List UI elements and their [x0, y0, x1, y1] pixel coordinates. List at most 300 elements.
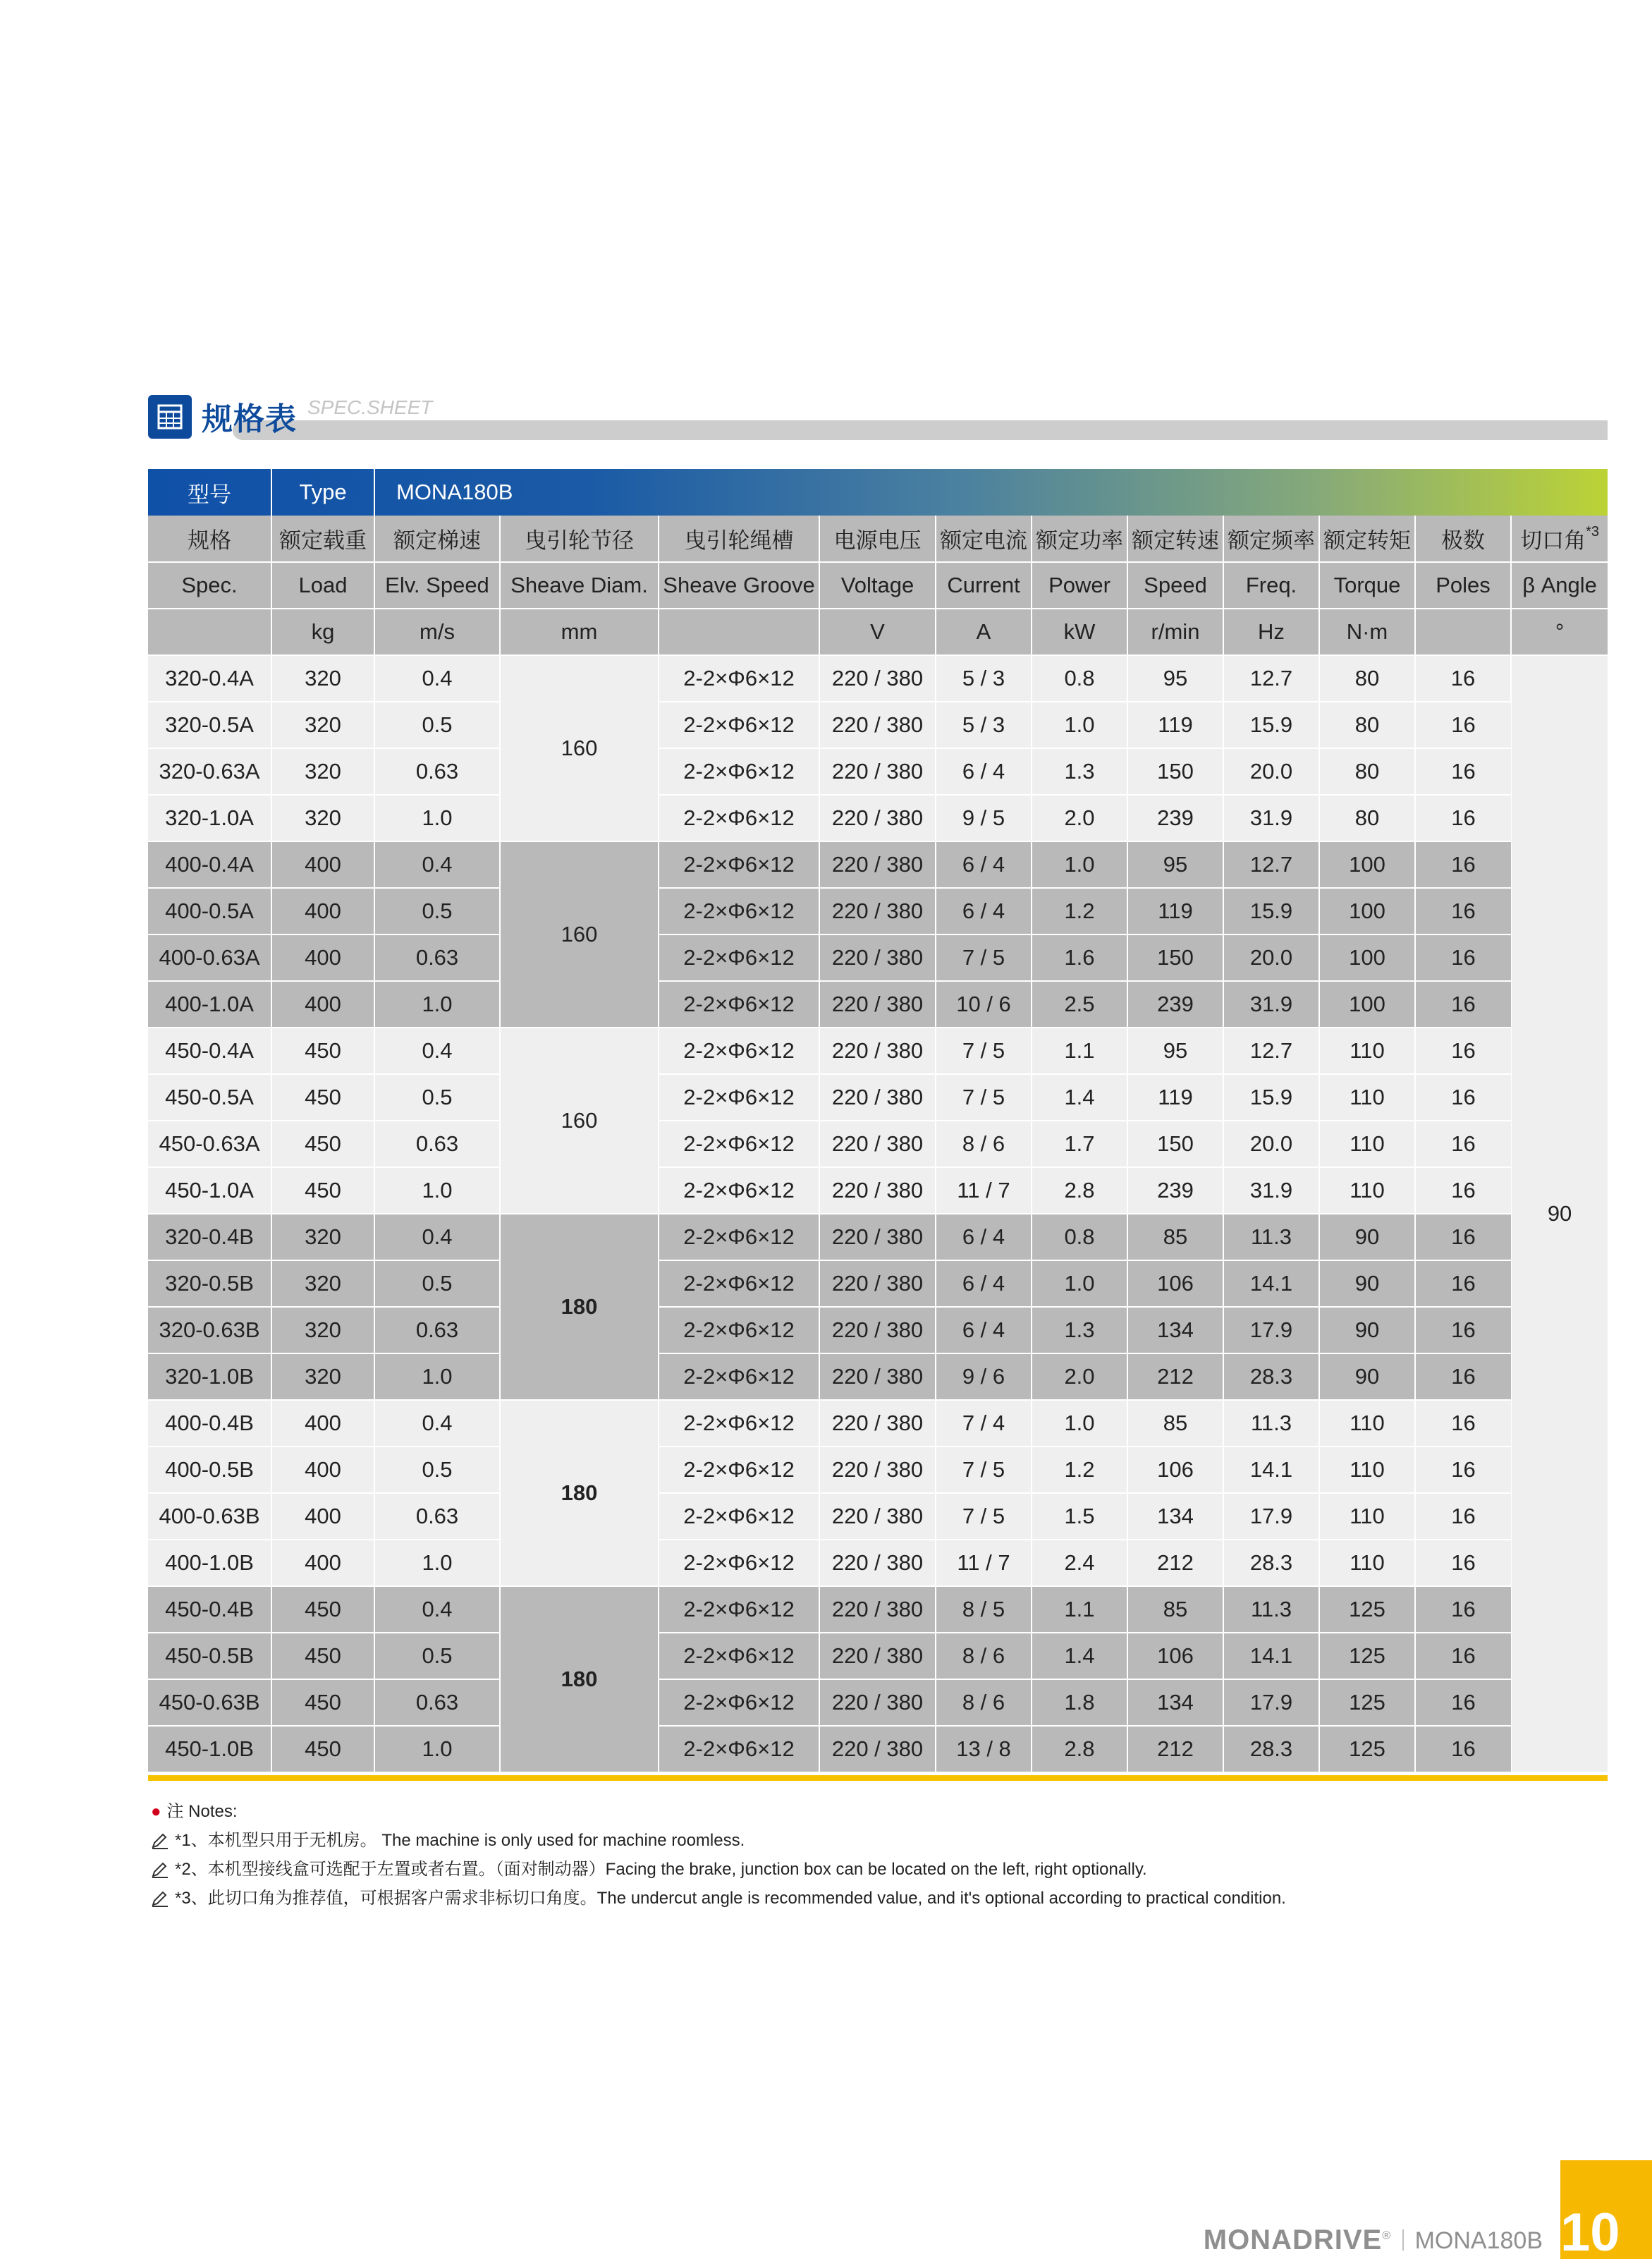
cell-voltage: 220 / 380 — [819, 795, 936, 841]
cell-current: 7 / 5 — [936, 934, 1032, 981]
cell-voltage: 220 / 380 — [819, 981, 936, 1028]
cell-power: 1.0 — [1032, 1260, 1127, 1307]
unit-sheave-diam: mm — [500, 609, 659, 655]
cell-rpm: 119 — [1127, 888, 1223, 934]
cell-speed: 1.0 — [374, 1353, 500, 1400]
cell-speed: 0.63 — [374, 1493, 500, 1540]
cell-power: 2.5 — [1032, 981, 1127, 1028]
cell-current: 6 / 4 — [936, 1260, 1032, 1307]
cell-voltage: 220 / 380 — [819, 1679, 936, 1726]
registered-mark: ® — [1382, 2229, 1391, 2242]
table-row — [148, 1540, 1608, 1586]
cell-rpm: 212 — [1127, 1540, 1223, 1586]
cell-rpm: 106 — [1127, 1260, 1223, 1307]
cell-current: 10 / 6 — [936, 981, 1032, 1028]
table-bottom-rule — [148, 1775, 1608, 1781]
cell-sheave-groove: 2-2×Φ6×12 — [659, 1540, 819, 1586]
header-cn-speed: 额定梯速 — [374, 516, 500, 562]
cell-poles: 16 — [1415, 1028, 1511, 1074]
cell-poles: 16 — [1415, 1121, 1511, 1167]
cell-power: 2.4 — [1032, 1540, 1127, 1586]
cell-sheave-groove: 2-2×Φ6×12 — [659, 1679, 819, 1726]
cell-current: 13 / 8 — [936, 1726, 1032, 1772]
table-row — [148, 1679, 1608, 1726]
notes-title: 注 Notes: — [166, 1802, 238, 1821]
cell-current: 8 / 6 — [936, 1121, 1032, 1167]
cell-speed: 0.63 — [374, 1679, 500, 1726]
cell-current: 11 / 7 — [936, 1167, 1032, 1214]
unit-spec — [148, 609, 271, 655]
unit-angle: ° — [1511, 609, 1608, 655]
cell-rpm: 85 — [1127, 1214, 1223, 1260]
cell-poles: 16 — [1415, 981, 1511, 1028]
cell-spec: 450-0.63B — [148, 1679, 271, 1726]
cell-voltage: 220 / 380 — [819, 1633, 936, 1679]
cell-freq: 20.0 — [1223, 748, 1319, 795]
cell-current: 11 / 7 — [936, 1540, 1032, 1586]
cell-rpm: 134 — [1127, 1307, 1223, 1353]
cell-sheave-groove: 2-2×Φ6×12 — [659, 702, 819, 748]
table-row — [148, 655, 1608, 702]
cell-spec: 320-0.5A — [148, 702, 271, 748]
model-value: MONA180B — [396, 480, 513, 504]
cell-load: 400 — [271, 934, 374, 981]
table-row — [148, 934, 1608, 981]
page-number: 10 — [1560, 2203, 1620, 2259]
cell-rpm: 150 — [1127, 748, 1223, 795]
cell-freq: 17.9 — [1223, 1307, 1319, 1353]
cell-spec: 450-0.4A — [148, 1028, 271, 1074]
cell-sheave-groove: 2-2×Φ6×12 — [659, 1447, 819, 1493]
cell-speed: 0.63 — [374, 1121, 500, 1167]
unit-speed: m/s — [374, 609, 500, 655]
header-cn-sheave-groove: 曳引轮绳槽 — [659, 516, 819, 562]
header-en-rpm: Speed — [1127, 562, 1223, 609]
cell-freq: 14.1 — [1223, 1633, 1319, 1679]
cell-poles: 16 — [1415, 1540, 1511, 1586]
cell-voltage: 220 / 380 — [819, 934, 936, 981]
note-item — [151, 1855, 1286, 1884]
cell-sheave-groove: 2-2×Φ6×12 — [659, 1633, 819, 1679]
notes-title-line — [151, 1797, 1286, 1826]
cell-current: 8 / 5 — [936, 1586, 1032, 1633]
cell-freq: 12.7 — [1223, 1028, 1319, 1074]
cell-freq: 11.3 — [1223, 1586, 1319, 1633]
cell-torque: 110 — [1319, 1400, 1415, 1447]
cell-load: 450 — [271, 1121, 374, 1167]
unit-torque: N·m — [1319, 609, 1415, 655]
cell-load: 450 — [271, 1028, 374, 1074]
cell-poles: 16 — [1415, 841, 1511, 888]
cell-spec: 320-0.63B — [148, 1307, 271, 1353]
table-row — [148, 1400, 1608, 1447]
cell-poles: 16 — [1415, 1633, 1511, 1679]
cell-power: 1.3 — [1032, 1307, 1127, 1353]
cell-freq: 14.1 — [1223, 1447, 1319, 1493]
model-label-cn: 型号 — [148, 469, 271, 516]
header-cn-load: 额定载重 — [271, 516, 374, 562]
cell-sheave-diam: 160 — [500, 655, 659, 841]
cell-spec: 400-1.0A — [148, 981, 271, 1028]
cell-spec: 400-0.5A — [148, 888, 271, 934]
cell-poles: 16 — [1415, 1167, 1511, 1214]
cell-speed: 0.4 — [374, 1214, 500, 1260]
header-row-cn — [148, 516, 1608, 562]
cell-power: 1.0 — [1032, 841, 1127, 888]
cell-torque: 100 — [1319, 981, 1415, 1028]
unit-freq: Hz — [1223, 609, 1319, 655]
cell-voltage: 220 / 380 — [819, 1447, 936, 1493]
cell-load: 400 — [271, 1447, 374, 1493]
cell-freq: 15.9 — [1223, 1074, 1319, 1121]
header-en-angle: β Angle — [1511, 562, 1608, 609]
cell-sheave-groove: 2-2×Φ6×12 — [659, 934, 819, 981]
header-cn-torque: 额定转矩 — [1319, 516, 1415, 562]
note-text-1: *1、本机型只用于无机房。 The machine is only used for machine roomless. — [175, 1831, 745, 1850]
table-row — [148, 1726, 1608, 1772]
cell-load: 400 — [271, 981, 374, 1028]
header-row-units — [148, 609, 1608, 655]
cell-rpm: 106 — [1127, 1633, 1223, 1679]
cell-load: 320 — [271, 1353, 374, 1400]
cell-power: 0.8 — [1032, 1214, 1127, 1260]
pencil-icon — [151, 1891, 169, 1908]
cell-load: 450 — [271, 1726, 374, 1772]
cell-poles: 16 — [1415, 1586, 1511, 1633]
cell-current: 6 / 4 — [936, 1307, 1032, 1353]
table-row — [148, 888, 1608, 934]
model-row — [148, 469, 1608, 516]
section-title: 规格表 — [202, 401, 297, 437]
cell-spec: 320-1.0A — [148, 795, 271, 841]
cell-voltage: 220 / 380 — [819, 1586, 936, 1633]
cell-voltage: 220 / 380 — [819, 1353, 936, 1400]
header-en-voltage: Voltage — [819, 562, 936, 609]
cell-sheave-groove: 2-2×Φ6×12 — [659, 1353, 819, 1400]
note-item — [151, 1884, 1286, 1913]
cell-torque: 110 — [1319, 1028, 1415, 1074]
cell-power: 1.7 — [1032, 1121, 1127, 1167]
cell-power: 1.1 — [1032, 1586, 1127, 1633]
table-row — [148, 1447, 1608, 1493]
cell-sheave-groove: 2-2×Φ6×12 — [659, 981, 819, 1028]
cell-sheave-diam: 160 — [500, 1028, 659, 1214]
cell-voltage: 220 / 380 — [819, 1167, 936, 1214]
cell-torque: 110 — [1319, 1121, 1415, 1167]
cell-freq: 15.9 — [1223, 702, 1319, 748]
cell-spec: 400-0.4A — [148, 841, 271, 888]
cell-power: 1.8 — [1032, 1679, 1127, 1726]
footer-model: MONA180B — [1414, 2227, 1543, 2254]
cell-voltage: 220 / 380 — [819, 1493, 936, 1540]
header-cn-sheave-diam: 曳引轮节径 — [500, 516, 659, 562]
section-subtitle: SPEC.SHEET — [307, 396, 433, 418]
cell-power: 2.0 — [1032, 795, 1127, 841]
table-row — [148, 795, 1608, 841]
cell-power: 0.8 — [1032, 655, 1127, 702]
cell-poles: 16 — [1415, 1074, 1511, 1121]
footer-divider — [1402, 2229, 1404, 2251]
cell-voltage: 220 / 380 — [819, 1307, 936, 1353]
cell-speed: 0.5 — [374, 1447, 500, 1493]
notes — [151, 1797, 1286, 1913]
cell-rpm: 95 — [1127, 1028, 1223, 1074]
cell-load: 400 — [271, 841, 374, 888]
cell-power: 1.4 — [1032, 1633, 1127, 1679]
cell-spec: 450-1.0A — [148, 1167, 271, 1214]
cell-current: 6 / 4 — [936, 1214, 1032, 1260]
cell-sheave-groove: 2-2×Φ6×12 — [659, 1586, 819, 1633]
cell-current: 8 / 6 — [936, 1679, 1032, 1726]
cell-spec: 400-0.63B — [148, 1493, 271, 1540]
header-cn-rpm: 额定转速 — [1127, 516, 1223, 562]
unit-current: A — [936, 609, 1032, 655]
header-cn-angle — [1511, 516, 1608, 562]
header-cn-current: 额定电流 — [936, 516, 1032, 562]
cell-poles: 16 — [1415, 888, 1511, 934]
cell-spec: 400-1.0B — [148, 1540, 271, 1586]
cell-load: 320 — [271, 702, 374, 748]
cell-load: 400 — [271, 1540, 374, 1586]
cell-speed: 0.5 — [374, 888, 500, 934]
cell-sheave-groove: 2-2×Φ6×12 — [659, 795, 819, 841]
cell-current: 7 / 5 — [936, 1493, 1032, 1540]
cell-rpm: 85 — [1127, 1586, 1223, 1633]
cell-rpm: 119 — [1127, 1074, 1223, 1121]
cell-voltage: 220 / 380 — [819, 655, 936, 702]
cell-power: 1.6 — [1032, 934, 1127, 981]
cell-speed: 0.5 — [374, 1633, 500, 1679]
table-row — [148, 1167, 1608, 1214]
cell-poles: 16 — [1415, 934, 1511, 981]
cell-voltage: 220 / 380 — [819, 841, 936, 888]
cell-freq: 11.3 — [1223, 1400, 1319, 1447]
header-en-poles: Poles — [1415, 562, 1511, 609]
cell-spec: 400-0.63A — [148, 934, 271, 981]
cell-voltage: 220 / 380 — [819, 748, 936, 795]
cell-rpm: 239 — [1127, 981, 1223, 1028]
table-row — [148, 1260, 1608, 1307]
cell-spec: 450-0.5B — [148, 1633, 271, 1679]
cell-voltage: 220 / 380 — [819, 1260, 936, 1307]
cell-spec: 400-0.5B — [148, 1447, 271, 1493]
cell-torque: 110 — [1319, 1167, 1415, 1214]
cell-current: 5 / 3 — [936, 702, 1032, 748]
cell-spec: 450-0.4B — [148, 1586, 271, 1633]
cell-sheave-groove: 2-2×Φ6×12 — [659, 1121, 819, 1167]
cell-sheave-groove: 2-2×Φ6×12 — [659, 1726, 819, 1772]
cell-freq: 12.7 — [1223, 655, 1319, 702]
cell-poles: 16 — [1415, 655, 1511, 702]
cell-speed: 1.0 — [374, 981, 500, 1028]
cell-sheave-diam: 180 — [500, 1400, 659, 1586]
cell-voltage: 220 / 380 — [819, 1726, 936, 1772]
cell-power: 1.0 — [1032, 702, 1127, 748]
cell-freq: 31.9 — [1223, 795, 1319, 841]
cell-torque: 110 — [1319, 1493, 1415, 1540]
cell-speed: 0.63 — [374, 748, 500, 795]
cell-rpm: 95 — [1127, 655, 1223, 702]
cell-current: 9 / 6 — [936, 1353, 1032, 1400]
cell-freq: 20.0 — [1223, 1121, 1319, 1167]
cell-spec: 320-0.63A — [148, 748, 271, 795]
header-row-en — [148, 562, 1608, 609]
cell-poles: 16 — [1415, 748, 1511, 795]
cell-current: 8 / 6 — [936, 1633, 1032, 1679]
cell-speed: 0.63 — [374, 934, 500, 981]
cell-load: 450 — [271, 1586, 374, 1633]
cell-rpm: 85 — [1127, 1400, 1223, 1447]
cell-torque: 110 — [1319, 1074, 1415, 1121]
cell-torque: 110 — [1319, 1540, 1415, 1586]
cell-speed: 0.5 — [374, 702, 500, 748]
cell-power: 2.0 — [1032, 1353, 1127, 1400]
cell-torque: 80 — [1319, 748, 1415, 795]
cell-torque: 90 — [1319, 1353, 1415, 1400]
cell-spec: 450-0.5A — [148, 1074, 271, 1121]
cell-poles: 16 — [1415, 1679, 1511, 1726]
cell-freq: 15.9 — [1223, 888, 1319, 934]
cell-power: 2.8 — [1032, 1726, 1127, 1772]
cell-load: 450 — [271, 1167, 374, 1214]
cell-freq: 31.9 — [1223, 1167, 1319, 1214]
cell-power: 1.3 — [1032, 748, 1127, 795]
bullet-icon: ● — [151, 1802, 161, 1821]
cell-torque: 110 — [1319, 1447, 1415, 1493]
cell-torque: 90 — [1319, 1214, 1415, 1260]
cell-freq: 11.3 — [1223, 1214, 1319, 1260]
cell-voltage: 220 / 380 — [819, 1214, 936, 1260]
cell-poles: 16 — [1415, 1493, 1511, 1540]
cell-poles: 16 — [1415, 702, 1511, 748]
cell-freq: 12.7 — [1223, 841, 1319, 888]
cell-load: 400 — [271, 888, 374, 934]
cell-spec: 450-1.0B — [148, 1726, 271, 1772]
cell-power: 1.2 — [1032, 888, 1127, 934]
cell-speed: 0.4 — [374, 655, 500, 702]
cell-poles: 16 — [1415, 1353, 1511, 1400]
cell-freq: 17.9 — [1223, 1679, 1319, 1726]
cell-current: 7 / 4 — [936, 1400, 1032, 1447]
header-cn-voltage: 电源电压 — [819, 516, 936, 562]
table-row — [148, 1307, 1608, 1353]
cell-spec: 320-0.4A — [148, 655, 271, 702]
table-row — [148, 1121, 1608, 1167]
angle-note-mark: *3 — [1586, 523, 1600, 540]
unit-load: kg — [271, 609, 374, 655]
unit-power: kW — [1032, 609, 1127, 655]
page-footer — [1158, 2160, 1652, 2259]
cell-voltage: 220 / 380 — [819, 1540, 936, 1586]
cell-power: 1.5 — [1032, 1493, 1127, 1540]
table-row — [148, 1074, 1608, 1121]
cell-speed: 0.5 — [374, 1260, 500, 1307]
cell-speed: 0.4 — [374, 841, 500, 888]
cell-power: 1.4 — [1032, 1074, 1127, 1121]
cell-load: 320 — [271, 795, 374, 841]
cell-sheave-groove: 2-2×Φ6×12 — [659, 1028, 819, 1074]
header-en-torque: Torque — [1319, 562, 1415, 609]
brand-logo — [1204, 2224, 1391, 2256]
cell-voltage: 220 / 380 — [819, 888, 936, 934]
table-icon — [148, 395, 192, 439]
table-row — [148, 1586, 1608, 1633]
cell-torque: 80 — [1319, 702, 1415, 748]
cell-speed: 1.0 — [374, 1540, 500, 1586]
cell-power: 1.1 — [1032, 1028, 1127, 1074]
pencil-icon — [151, 1862, 169, 1879]
cell-rpm: 134 — [1127, 1493, 1223, 1540]
cell-voltage: 220 / 380 — [819, 1400, 936, 1447]
cell-torque: 125 — [1319, 1726, 1415, 1772]
cell-torque: 90 — [1319, 1307, 1415, 1353]
cell-current: 6 / 4 — [936, 841, 1032, 888]
cell-spec: 320-1.0B — [148, 1353, 271, 1400]
cell-rpm: 150 — [1127, 934, 1223, 981]
section-header — [148, 392, 1608, 442]
header-cn-spec: 规格 — [148, 516, 271, 562]
table-row — [148, 1633, 1608, 1679]
table-row — [148, 841, 1608, 888]
table-row — [148, 1353, 1608, 1400]
cell-power: 1.0 — [1032, 1400, 1127, 1447]
cell-speed: 0.4 — [374, 1028, 500, 1074]
cell-power: 1.2 — [1032, 1447, 1127, 1493]
cell-spec: 320-0.4B — [148, 1214, 271, 1260]
table-row — [148, 1214, 1608, 1260]
cell-poles: 16 — [1415, 1307, 1511, 1353]
model-label-en: Type — [271, 469, 374, 516]
cell-sheave-groove: 2-2×Φ6×12 — [659, 655, 819, 702]
cell-current: 9 / 5 — [936, 795, 1032, 841]
cell-poles: 16 — [1415, 1214, 1511, 1260]
pencil-icon — [151, 1833, 169, 1850]
unit-rpm: r/min — [1127, 609, 1223, 655]
cell-torque: 90 — [1319, 1260, 1415, 1307]
cell-rpm: 239 — [1127, 795, 1223, 841]
cell-rpm: 212 — [1127, 1726, 1223, 1772]
cell-angle: 90 — [1511, 655, 1608, 1772]
header-en-current: Current — [936, 562, 1032, 609]
cell-sheave-groove: 2-2×Φ6×12 — [659, 1074, 819, 1121]
cell-rpm: 150 — [1127, 1121, 1223, 1167]
header-en-freq: Freq. — [1223, 562, 1319, 609]
cell-speed: 1.0 — [374, 1726, 500, 1772]
cell-load: 450 — [271, 1679, 374, 1726]
cell-current: 6 / 4 — [936, 888, 1032, 934]
cell-freq: 17.9 — [1223, 1493, 1319, 1540]
cell-torque: 100 — [1319, 888, 1415, 934]
cell-torque: 80 — [1319, 795, 1415, 841]
cell-poles: 16 — [1415, 1400, 1511, 1447]
cell-current: 6 / 4 — [936, 748, 1032, 795]
cell-sheave-groove: 2-2×Φ6×12 — [659, 1167, 819, 1214]
cell-sheave-groove: 2-2×Φ6×12 — [659, 1260, 819, 1307]
cell-voltage: 220 / 380 — [819, 1028, 936, 1074]
cell-voltage: 220 / 380 — [819, 1121, 936, 1167]
note-text-2: *2、本机型接线盒可选配于左置或者右置。（面对制动器）Facing the brake, junction box can be located on the left, right optionally. — [175, 1860, 1147, 1879]
table-row — [148, 748, 1608, 795]
note-item — [151, 1826, 1286, 1855]
header-en-spec: Spec. — [148, 562, 271, 609]
cell-torque: 80 — [1319, 655, 1415, 702]
cell-load: 400 — [271, 1493, 374, 1540]
cell-sheave-groove: 2-2×Φ6×12 — [659, 888, 819, 934]
cell-sheave-diam: 160 — [500, 841, 659, 1028]
cell-freq: 31.9 — [1223, 981, 1319, 1028]
unit-sheave-groove — [659, 609, 819, 655]
unit-voltage: V — [819, 609, 936, 655]
